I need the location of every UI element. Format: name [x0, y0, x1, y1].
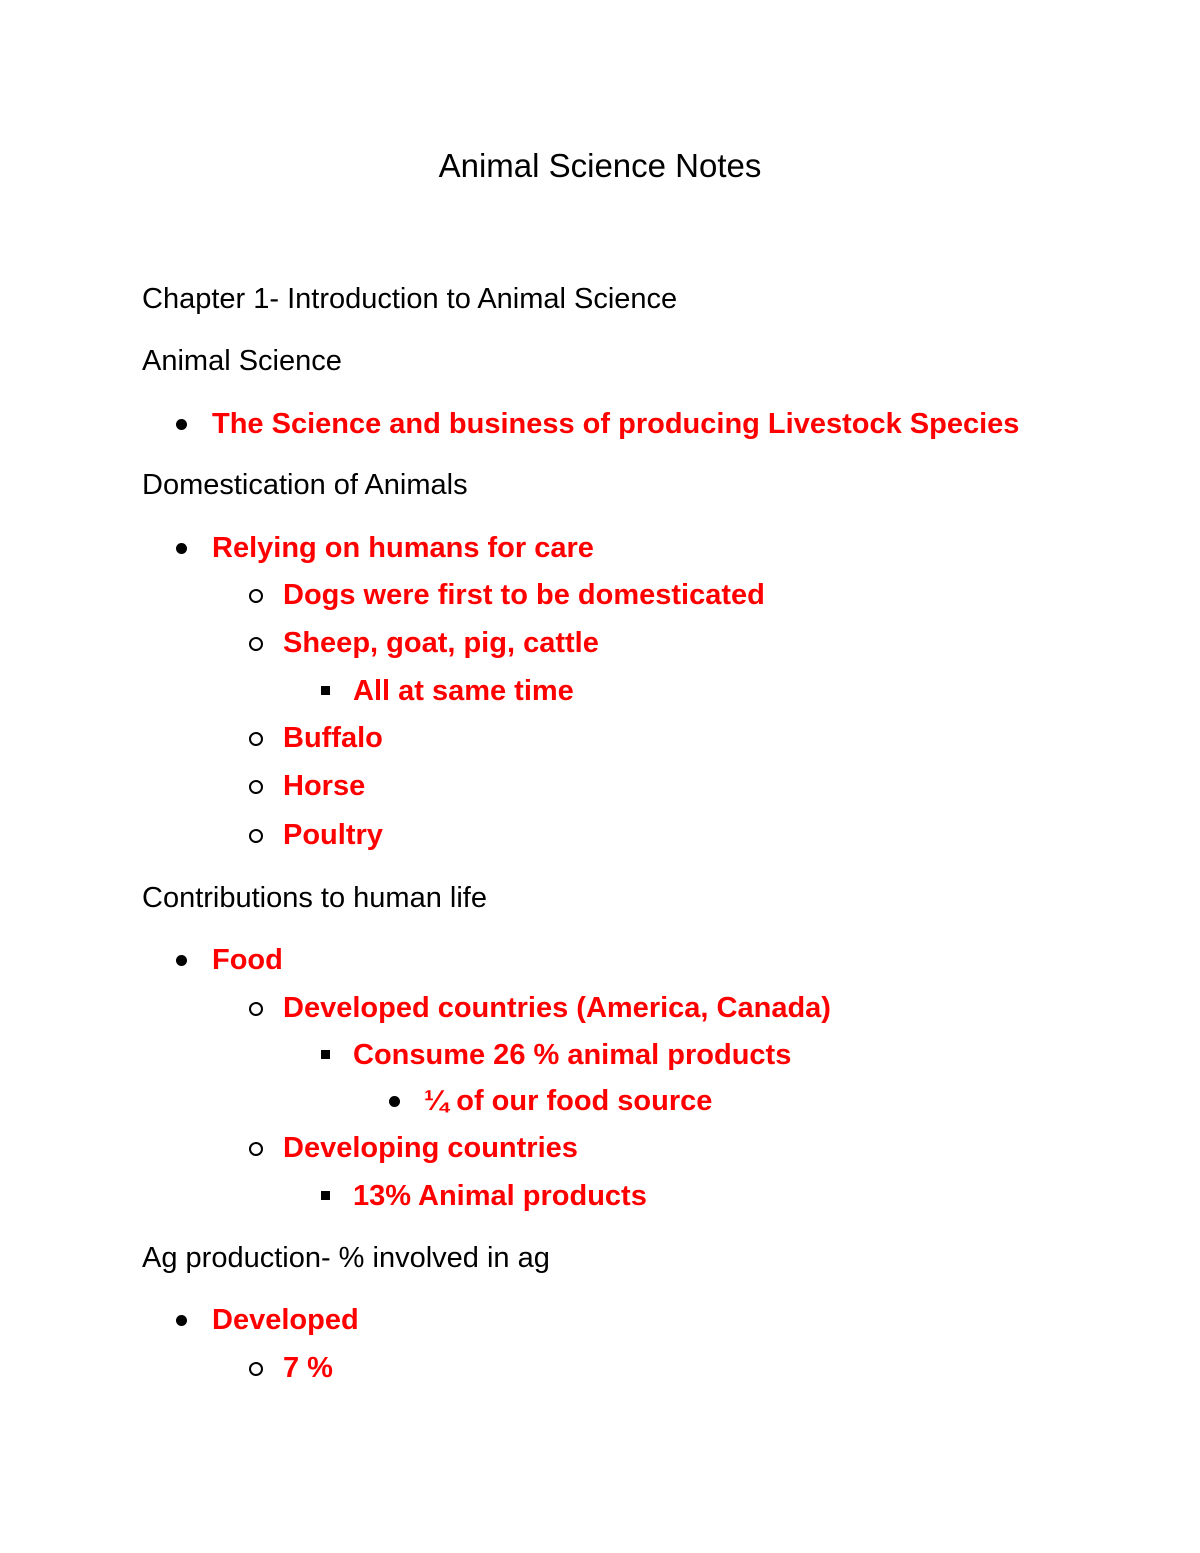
- bullet-disc-icon: [176, 419, 187, 430]
- bullet-circle-icon: [249, 589, 263, 603]
- section-heading-ag-production: Ag production- % involved in ag: [142, 1242, 550, 1274]
- bullet-circle-icon: [249, 1362, 263, 1376]
- list-item: Developed: [212, 1304, 359, 1336]
- list-item: Buffalo: [283, 722, 383, 754]
- bullet-disc-icon: [176, 1315, 187, 1326]
- bullet-circle-icon: [249, 829, 263, 843]
- bullet-square-icon: [321, 1191, 330, 1200]
- bullet-circle-icon: [249, 780, 263, 794]
- list-item: Poultry: [283, 819, 383, 851]
- list-item: The Science and business of producing Livestock Species: [212, 408, 1020, 440]
- list-item: Developed countries (America, Canada): [283, 992, 831, 1024]
- chapter-heading: Chapter 1- Introduction to Animal Science: [142, 283, 678, 315]
- bullet-disc-icon: [389, 1096, 400, 1107]
- page-title: Animal Science Notes: [438, 147, 762, 184]
- section-heading-contributions: Contributions to human life: [142, 882, 487, 914]
- section-heading-domestication: Domestication of Animals: [142, 469, 468, 501]
- list-item: ¼ of our food source: [424, 1085, 713, 1117]
- section-heading-animal-science: Animal Science: [142, 345, 342, 377]
- list-item: Relying on humans for care: [212, 532, 594, 564]
- bullet-square-icon: [321, 686, 330, 695]
- list-item: 7 %: [283, 1352, 333, 1384]
- bullet-disc-icon: [176, 543, 187, 554]
- list-item: Dogs were first to be domesticated: [283, 579, 765, 611]
- bullet-circle-icon: [249, 1142, 263, 1156]
- list-item: Horse: [283, 770, 366, 802]
- list-item: 13% Animal products: [353, 1180, 647, 1212]
- list-item: Consume 26 % animal products: [353, 1039, 792, 1071]
- bullet-square-icon: [321, 1050, 330, 1059]
- bullet-circle-icon: [249, 732, 263, 746]
- bullet-disc-icon: [176, 955, 187, 966]
- list-item: Developing countries: [283, 1132, 578, 1164]
- bullet-circle-icon: [249, 637, 263, 651]
- bullet-circle-icon: [249, 1002, 263, 1016]
- list-item: Food: [212, 944, 283, 976]
- list-item: Sheep, goat, pig, cattle: [283, 627, 599, 659]
- list-item: All at same time: [353, 675, 574, 707]
